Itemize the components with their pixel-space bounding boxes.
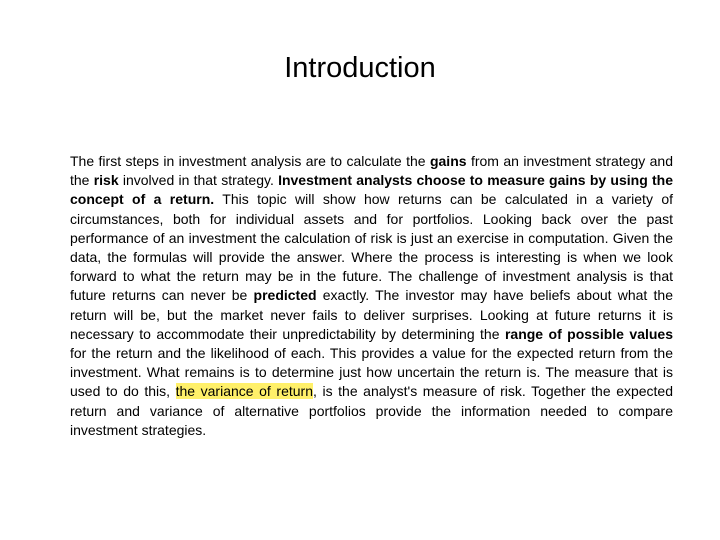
text-run: for the return and the likelihood of each. This provides a value for the expected return from the investment. What remains is to determine just how uncertain the return is. The measure that is used to do this, — [70, 345, 673, 400]
body-paragraph — [70, 152, 673, 440]
bold-term-gains: gains — [429, 153, 467, 169]
slide-title: Introduction — [284, 52, 436, 84]
text-run: , is the analyst's measure of risk. Together the expected return and variance of alternative portfolios provide the information needed to compare investment strategies. — [70, 383, 674, 438]
text-run: This topic will show how returns can be calculated in a variety of circumstances, both for individual assets and for portfolios. Looking back over the past performance of an investment the calculation of risk is just an exercise in computation. Given the data, the formulas will provide the answer. Where the process is interesting is when we look forward to what the return may be in the future. The challenge of investment analysis is that future returns can never be — [70, 191, 673, 304]
text-run: The first steps in investment analysis are to calculate the — [70, 153, 430, 169]
bold-term-range-of-possible-values: range of possible values — [504, 325, 673, 342]
bold-sentence: Investment analysts choose to measure gains by using the concept of a return. — [70, 172, 673, 208]
bold-term-risk: risk — [93, 172, 119, 189]
highlighted-phrase: the variance of return — [175, 383, 313, 400]
text-run: exactly. The investor may have beliefs about what the return will be, but the market never fails to deliver surprises. Looking at future returns it is necessary to accommodate their unpredictability by determining the — [70, 287, 673, 342]
text-run: involved in that strategy. — [118, 172, 279, 189]
text-run: from an investment strategy and the — [70, 153, 673, 189]
bold-term-predicted: predicted — [253, 287, 317, 304]
